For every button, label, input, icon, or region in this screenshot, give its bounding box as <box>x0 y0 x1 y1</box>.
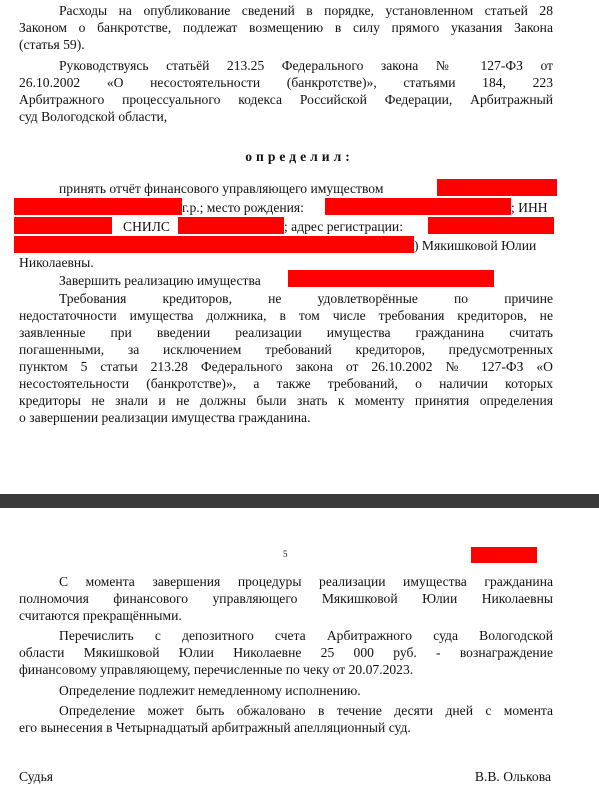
paragraph-text: ; ИНН <box>511 200 548 215</box>
signature-role: Судья <box>19 769 54 784</box>
paragraph-text: Николаевны. <box>19 255 94 270</box>
paragraph-text: суд Вологодской области, <box>19 109 168 124</box>
paragraph-text: Законом о банкротстве, подлежат возмещению в силу прямого указания Закона <box>19 20 553 35</box>
paragraph-text: недостаточности имущества должника, в том числе требования кредиторов, не <box>19 308 553 323</box>
paragraph-text: Расходы на опубликование сведений в порядке, установленном статьей 28 <box>59 3 553 18</box>
paragraph-text: считаются прекращёнными. <box>19 608 182 623</box>
paragraph-text: принять отчёт финансового управляющего имуществом <box>59 181 384 196</box>
page-separator <box>0 494 599 508</box>
paragraph-text: Арбитражного процессуального кодекса Российской Федерации, Арбитражный <box>19 92 553 107</box>
redaction-block <box>288 270 494 287</box>
page-number: 5 <box>283 549 288 559</box>
paragraph-text: погашенными, за исключением требований кредиторов, предусмотренных <box>19 342 553 357</box>
ruling-heading: определил: <box>245 149 354 164</box>
paragraph-text: Перечислить с депозитного счета Арбитражного суда Вологодской <box>59 628 553 643</box>
redaction-block <box>428 217 554 234</box>
paragraph-text: С момента завершения процедуры реализации имущества гражданина <box>59 574 553 589</box>
paragraph-text: ) Мякишковой Юлии <box>414 238 537 253</box>
paragraph-text: о завершении реализации имущества гражданина. <box>19 410 311 425</box>
paragraph-text: Завершить реализацию имущества <box>59 273 261 288</box>
paragraph-text: Определение может быть обжаловано в течение десяти дней с момента <box>59 703 553 718</box>
redaction-block <box>325 198 511 215</box>
paragraph-text: пунктом 5 статьи 213.28 Федерального закона от 26.10.2002 № 127-ФЗ «О <box>19 359 553 374</box>
paragraph-text: ; адрес регистрации: <box>284 219 403 234</box>
paragraph-text: Требования кредиторов, не удовлетворённые по причине <box>59 291 553 306</box>
paragraph-text: области Мякишковой Юлии Николаевне 25 000 руб. - вознаграждение <box>19 645 553 660</box>
paragraph-text: 26.10.2002 «О несостоятельности (банкротстве)», статьями 184, 223 <box>19 75 553 90</box>
paragraph-text: его вынесения в Четырнадцатый арбитражный апелляционный суд. <box>19 720 411 735</box>
paragraph-text: Руководствуясь статьёй 213.25 Федерального закона № 127-ФЗ от <box>59 58 553 73</box>
paragraph-text: СНИЛС <box>123 219 170 234</box>
paragraph-text: финансовому управляющему, перечисленные по чеку от 20.07.2023. <box>19 662 414 677</box>
redaction-block <box>471 547 537 563</box>
redaction-block <box>14 198 182 215</box>
paragraph-text: Определение подлежит немедленному исполнению. <box>59 683 361 698</box>
redaction-block <box>437 179 557 196</box>
paragraph-text: (статья 59). <box>19 37 85 52</box>
signature-name: В.В. Олькова <box>474 769 551 784</box>
paragraph-text: кредиторы не знали и не должны были знать к моменту принятия определения <box>19 393 553 408</box>
paragraph-text: заявленные при введении реализации имущества гражданина считать <box>19 325 553 340</box>
redaction-block <box>14 236 414 253</box>
redaction-block <box>14 217 112 234</box>
paragraph-text: несостоятельности (банкротстве)», а также требований, о наличии которых <box>19 376 553 391</box>
paragraph-text: полномочия финансового управляющего Мякишковой Юлии Николаевны <box>19 591 553 606</box>
redaction-block <box>178 217 284 234</box>
paragraph-text: г.р.; место рождения: <box>182 200 304 215</box>
